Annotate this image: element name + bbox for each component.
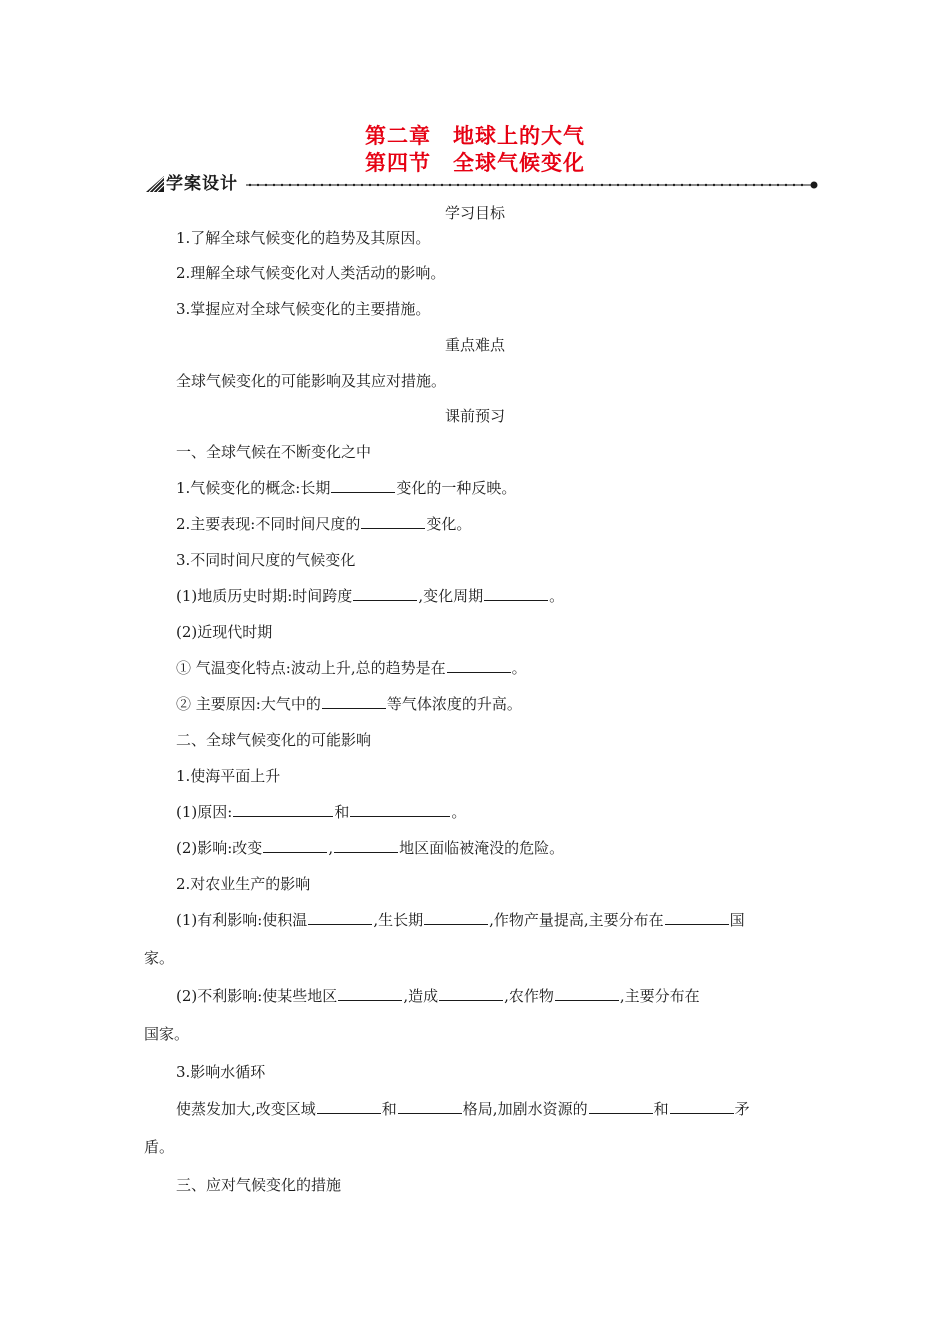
fill-in-line: (1)原因: 和 。	[176, 803, 467, 821]
subsection-title: (2)近现代时期	[176, 623, 273, 641]
answer-blank[interactable]	[361, 514, 425, 529]
answer-blank[interactable]	[331, 478, 395, 493]
fill-in-line: ② 主要原因:大气中的 等气体浓度的升高。	[176, 695, 522, 713]
fill-in-line-continued: 盾。	[144, 1138, 175, 1156]
answer-blank[interactable]	[263, 838, 327, 853]
key-points-text: 全球气候变化的可能影响及其应对措施。	[176, 372, 447, 390]
banner-triangle-icon	[146, 176, 164, 192]
answer-blank[interactable]	[447, 658, 511, 673]
fill-in-line: (1)有利影响:使积温 ,生长期 ,作物产量提高,主要分布在 国	[176, 911, 745, 929]
chapter-name: 地球上的大气	[453, 124, 585, 148]
fill-in-line: ① 气温变化特点:波动上升,总的趋势是在 。	[176, 659, 527, 677]
key-points-heading: 重点难点	[444, 336, 505, 354]
goal-item: 2.理解全球气候变化对人类活动的影响。	[176, 264, 446, 282]
fill-in-line: 使蒸发加大,改变区域 和 格局,加剧水资源的 和 矛	[176, 1100, 750, 1118]
part1-title: 一、全球气候在不断变化之中	[176, 443, 372, 461]
answer-blank[interactable]	[353, 586, 417, 601]
part2-title: 二、全球气候变化的可能影响	[176, 731, 372, 749]
subsection-title: 3.不同时间尺度的气候变化	[176, 551, 356, 569]
fill-in-line-continued: 国家。	[144, 1025, 190, 1043]
part3-title: 三、应对气候变化的措施	[176, 1176, 342, 1194]
answer-blank[interactable]	[589, 1099, 653, 1114]
section-banner	[146, 173, 820, 195]
fill-in-line: (2)不利影响:使某些地区 ,造成 ,农作物 ,主要分布在	[176, 987, 700, 1005]
subsection-title: 2.对农业生产的影响	[176, 875, 311, 893]
section-number: 第四节	[365, 151, 431, 175]
subsection-title: 3.影响水循环	[176, 1063, 266, 1081]
goal-item: 3.掌握应对全球气候变化的主要措施。	[176, 300, 431, 318]
answer-blank[interactable]	[317, 1099, 381, 1114]
dotted-rule	[246, 181, 820, 189]
fill-in-line: (1)地质历史时期:时间跨度 ,变化周期 。	[176, 587, 565, 605]
answer-blank[interactable]	[439, 986, 503, 1001]
fill-in-line-continued: 家。	[144, 949, 175, 967]
answer-blank[interactable]	[670, 1099, 734, 1114]
subsection-title: 1.使海平面上升	[176, 767, 281, 785]
answer-blank[interactable]	[233, 802, 333, 817]
fill-in-line: 2.主要表现:不同时间尺度的 变化。	[176, 515, 472, 533]
goals-heading: 学习目标	[444, 204, 505, 222]
fill-in-line: 1.气候变化的概念:长期 变化的一种反映。	[176, 479, 517, 497]
answer-blank[interactable]	[350, 802, 450, 817]
goal-item: 1.了解全球气候变化的趋势及其原因。	[176, 229, 431, 247]
fill-in-line: (2)影响:改变 , 地区面临被淹没的危险。	[176, 839, 565, 857]
chapter-title	[0, 123, 950, 149]
banner-label: 学案设计	[166, 174, 238, 194]
answer-blank[interactable]	[308, 910, 372, 925]
answer-blank[interactable]	[334, 838, 398, 853]
chapter-number: 第二章	[365, 124, 431, 148]
answer-blank[interactable]	[398, 1099, 462, 1114]
answer-blank[interactable]	[555, 986, 619, 1001]
section-name: 全球气候变化	[453, 151, 585, 175]
answer-blank[interactable]	[322, 694, 386, 709]
answer-blank[interactable]	[665, 910, 729, 925]
answer-blank[interactable]	[424, 910, 488, 925]
answer-blank[interactable]	[338, 986, 402, 1001]
preview-heading: 课前预习	[444, 407, 505, 425]
answer-blank[interactable]	[484, 586, 548, 601]
